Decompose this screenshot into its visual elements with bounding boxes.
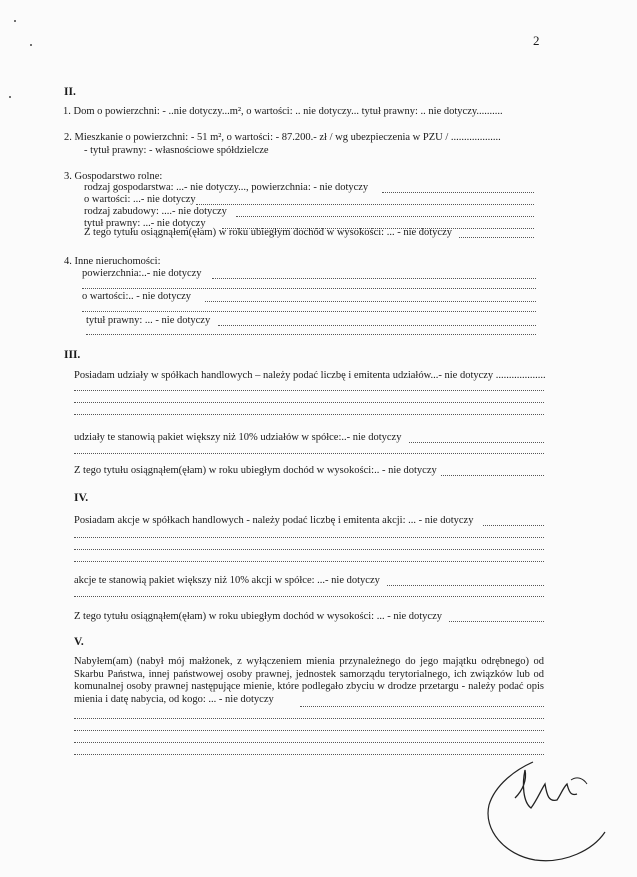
dotted-line — [441, 475, 544, 476]
dotted-line — [459, 237, 534, 238]
dotted-line — [74, 549, 544, 550]
dotted-line — [74, 453, 544, 454]
page-number: 2 — [533, 33, 540, 48]
section-v-heading: V. — [74, 636, 84, 648]
farm-title-line: tytuł prawny: ...- nie dotyczy — [84, 218, 206, 229]
dotted-line — [74, 390, 544, 391]
other-area-line: powierzchnia:..- nie dotyczy — [82, 268, 202, 279]
dotted-line — [74, 754, 544, 755]
stocks-income-line: Z tego tytułu osiągnąłem(ęłam) w roku ubiegłym dochód w wysokości: ... - nie dotyczy — [74, 611, 443, 622]
farm-income-line: Z tego tytułu osiągnąłem(ęłam) w roku ubiegłym dochód w wysokości: ... - nie dotyczy — [84, 227, 453, 238]
dotted-line — [236, 216, 534, 217]
scan-speck — [30, 44, 32, 46]
dotted-line — [74, 730, 544, 731]
acquired-property-paragraph: Nabyłem(am) (nabył mój małżonek, z wyłączeniem mienia przynależnego do jego majątku odrębnego) od Skarbu Państwa, innej państwowej osoby prawnej, jednostek samorządu terytorialnego, ich związków lub od komunalnej osoby prawnej następujące mienie, które podlegało zbyciu w drodze przetargu - należy podać opis mienia i datę nabycia, od kogo: ... - nie dotyczy — [74, 656, 544, 705]
dotted-line — [218, 325, 536, 326]
section-iii-heading: III. — [64, 349, 81, 361]
scan-speck — [9, 96, 11, 98]
dotted-line — [387, 585, 544, 586]
dotted-line — [212, 278, 536, 279]
dotted-line — [205, 301, 536, 302]
other-title-line: tytuł prawny: ... - nie dotyczy — [86, 315, 211, 326]
section-iv-heading: IV. — [74, 492, 89, 504]
dotted-line — [74, 718, 544, 719]
other-property-title: 4. Inne nieruchomości: — [64, 256, 161, 267]
stocks-line: Posiadam akcje w spółkach handlowych - należy podać liczbę i emitenta akcji: ... - nie dotyczy — [74, 515, 474, 526]
farm-title: 3. Gospodarstwo rolne: — [64, 171, 163, 182]
dotted-line — [196, 204, 534, 205]
dotted-line — [74, 561, 544, 562]
dotted-line — [300, 706, 544, 707]
other-value-line: o wartości:.. - nie dotyczy — [82, 291, 192, 302]
dotted-line — [86, 334, 536, 335]
dotted-line — [74, 414, 544, 415]
farm-buildings-line: rodzaj zabudowy: ....- nie dotyczy — [84, 206, 227, 217]
shares-package-line: udziały te stanowią pakiet większy niż 10% udziałów w spółce:..- nie dotyczy — [74, 432, 402, 443]
dotted-line — [74, 402, 544, 403]
dotted-line — [74, 742, 544, 743]
dotted-line — [74, 537, 544, 538]
house-line: 1. Dom o powierzchni: - ..nie dotyczy...m², o wartości: .. nie dotyczy... tytuł prawny: .. nie dotyczy.......... — [63, 106, 503, 117]
dotted-line — [483, 525, 544, 526]
apartment-title-line: - tytuł prawny: - własnościowe spółdzielcze — [84, 145, 269, 156]
dotted-line — [382, 192, 534, 193]
farm-type-line: rodzaj gospodarstwa: ...- nie dotyczy..., powierzchnia: - nie dotyczy — [84, 182, 369, 193]
apartment-line: 2. Mieszkanie o powierzchni: - 51 m², o wartości: - 87.200.- zł / wg ubezpieczenia w PZU / ................... — [64, 132, 501, 143]
dotted-line — [82, 311, 536, 312]
dotted-line — [449, 621, 544, 622]
handwritten-signature — [475, 750, 625, 870]
shares-income-line: Z tego tytułu osiągnąłem(ęłam) w roku ubiegłym dochód w wysokości:.. - nie dotyczy — [74, 465, 437, 476]
shares-line: Posiadam udziały w spółkach handlowych – należy podać liczbę i emitenta udziałów...- nie dotyczy ................... — [74, 370, 546, 381]
section-ii-heading: II. — [64, 86, 76, 98]
dotted-line — [409, 442, 544, 443]
dotted-line — [82, 288, 536, 289]
scan-speck — [14, 20, 16, 22]
dotted-line — [74, 596, 544, 597]
stocks-package-line: akcje te stanowią pakiet większy niż 10% akcji w spółce: ...- nie dotyczy — [74, 575, 380, 586]
farm-value-line: o wartości: ...- nie dotyczy — [84, 194, 196, 205]
